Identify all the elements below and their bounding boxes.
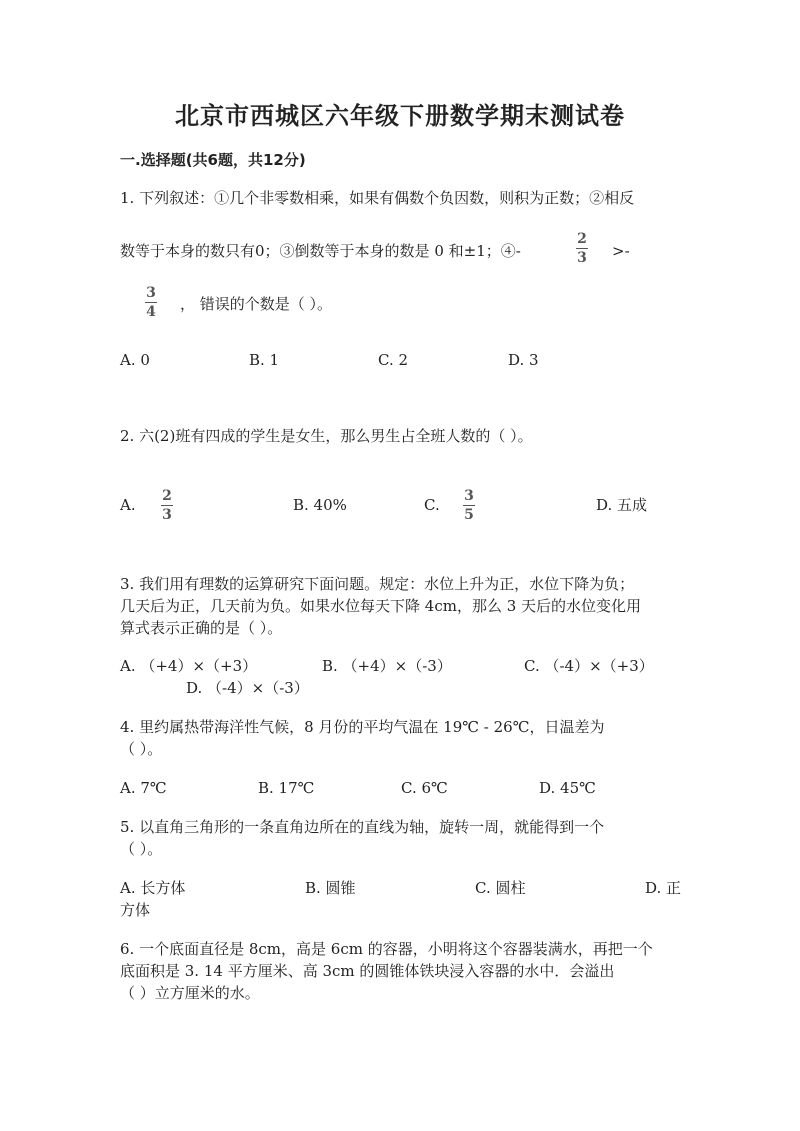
q3-option-b[interactable]: B. （+4）×（-3） — [322, 657, 452, 675]
q2-fraction-c-numerator: 3 — [464, 488, 474, 504]
q2-option-a-fraction[interactable] — [161, 488, 173, 523]
q1-line-1: 1. 下列叙述：①几个非零数相乘，如果有偶数个负因数，则积为正数；②相反 — [120, 189, 635, 207]
q6-line-1: 6. 一个底面直径是 8cm，高是 6cm 的容器，小明将这个容器装满水，再把一个 — [120, 940, 653, 958]
q2-option-b[interactable]: B. 40% — [293, 496, 347, 514]
q3-line-3: 算式表示正确的是（ ）。 — [120, 619, 283, 637]
q2-option-a-label[interactable]: A. — [120, 496, 136, 514]
q2-fraction-a-denominator: 3 — [162, 507, 172, 523]
q3-option-d[interactable]: D. （-4）×（-3） — [186, 679, 309, 697]
fraction-bar — [576, 248, 588, 249]
q4-option-a[interactable]: A. 7℃ — [120, 779, 167, 797]
q5-option-a[interactable]: A. 长方体 — [120, 879, 186, 897]
q2-stem: 2. 六(2)班有四成的学生是女生，那么男生占全班人数的（ ）。 — [120, 427, 533, 445]
q1-option-d[interactable]: D. 3 — [508, 351, 539, 369]
q4-option-b[interactable]: B. 17℃ — [258, 779, 315, 797]
q6-line-3: （ ）立方厘米的水。 — [120, 984, 260, 1002]
q4-option-d[interactable]: D. 45℃ — [539, 779, 596, 797]
q5-line-2: （ ）。 — [120, 840, 163, 858]
q1-comparison: >- — [612, 242, 630, 260]
q4-line-1: 4. 里约属热带海洋性气候，8 月份的平均气温在 19℃ - 26℃，日温差为 — [120, 718, 605, 736]
q3-option-c[interactable]: C. （-4）×（+3） — [524, 657, 654, 675]
q2-option-c-fraction[interactable] — [463, 488, 475, 523]
q5-option-d-continued[interactable]: 方体 — [120, 901, 151, 919]
q2-fraction-c-denominator: 5 — [464, 507, 474, 523]
q1-option-c[interactable]: C. 2 — [378, 351, 409, 369]
q6-line-2: 底面积是 3. 14 平方厘米、高 3cm 的圆锥体铁块浸入容器的水中．会溢出 — [120, 962, 615, 980]
q5-option-c[interactable]: C. 圆柱 — [475, 879, 526, 897]
page-title: 北京市西城区六年级下册数学期末测试卷 — [175, 102, 625, 130]
q1-line-2: 数等于本身的数只有0；③倒数等于本身的数是 0 和±1；④- — [120, 242, 521, 260]
fraction-bar — [463, 505, 475, 506]
q3-line-1: 3. 我们用有理数的运算研究下面问题。规定：水位上升为正，水位下降为负； — [120, 575, 635, 593]
q1-fraction-2 — [145, 285, 157, 320]
q1-fraction-2-numerator: 3 — [146, 285, 156, 301]
q1-fraction-2-denominator: 4 — [146, 304, 156, 320]
q2-option-d[interactable]: D. 五成 — [596, 496, 648, 514]
q5-line-1: 5. 以直角三角形的一条直角边所在的直线为轴，旋转一周，就能得到一个 — [120, 818, 605, 836]
fraction-bar — [161, 505, 173, 506]
section-heading: 一.选择题(共6题，共12分) — [120, 151, 306, 169]
q4-option-c[interactable]: C. 6℃ — [401, 779, 448, 797]
q1-option-b[interactable]: B. 1 — [249, 351, 280, 369]
fraction-bar — [145, 302, 157, 303]
q4-line-2: （ ）。 — [120, 740, 163, 758]
q5-option-b[interactable]: B. 圆锥 — [305, 879, 356, 897]
q1-option-a[interactable]: A. 0 — [120, 351, 150, 369]
q1-fraction-1 — [576, 231, 588, 266]
q5-option-d[interactable]: D. 正 — [645, 879, 682, 897]
q1-fraction-1-denominator: 3 — [577, 250, 587, 266]
q1-line-3: ， 错误的个数是（ ）。 — [180, 295, 333, 313]
q2-option-c-label[interactable]: C. — [424, 496, 440, 514]
q3-option-a[interactable]: A. （+4）×（+3） — [120, 657, 258, 675]
q1-fraction-1-numerator: 2 — [577, 231, 587, 247]
q2-fraction-a-numerator: 2 — [162, 488, 172, 504]
q3-line-2: 几天后为正，几天前为负。如果水位每天下降 4cm，那么 3 天后的水位变化用 — [120, 597, 642, 615]
